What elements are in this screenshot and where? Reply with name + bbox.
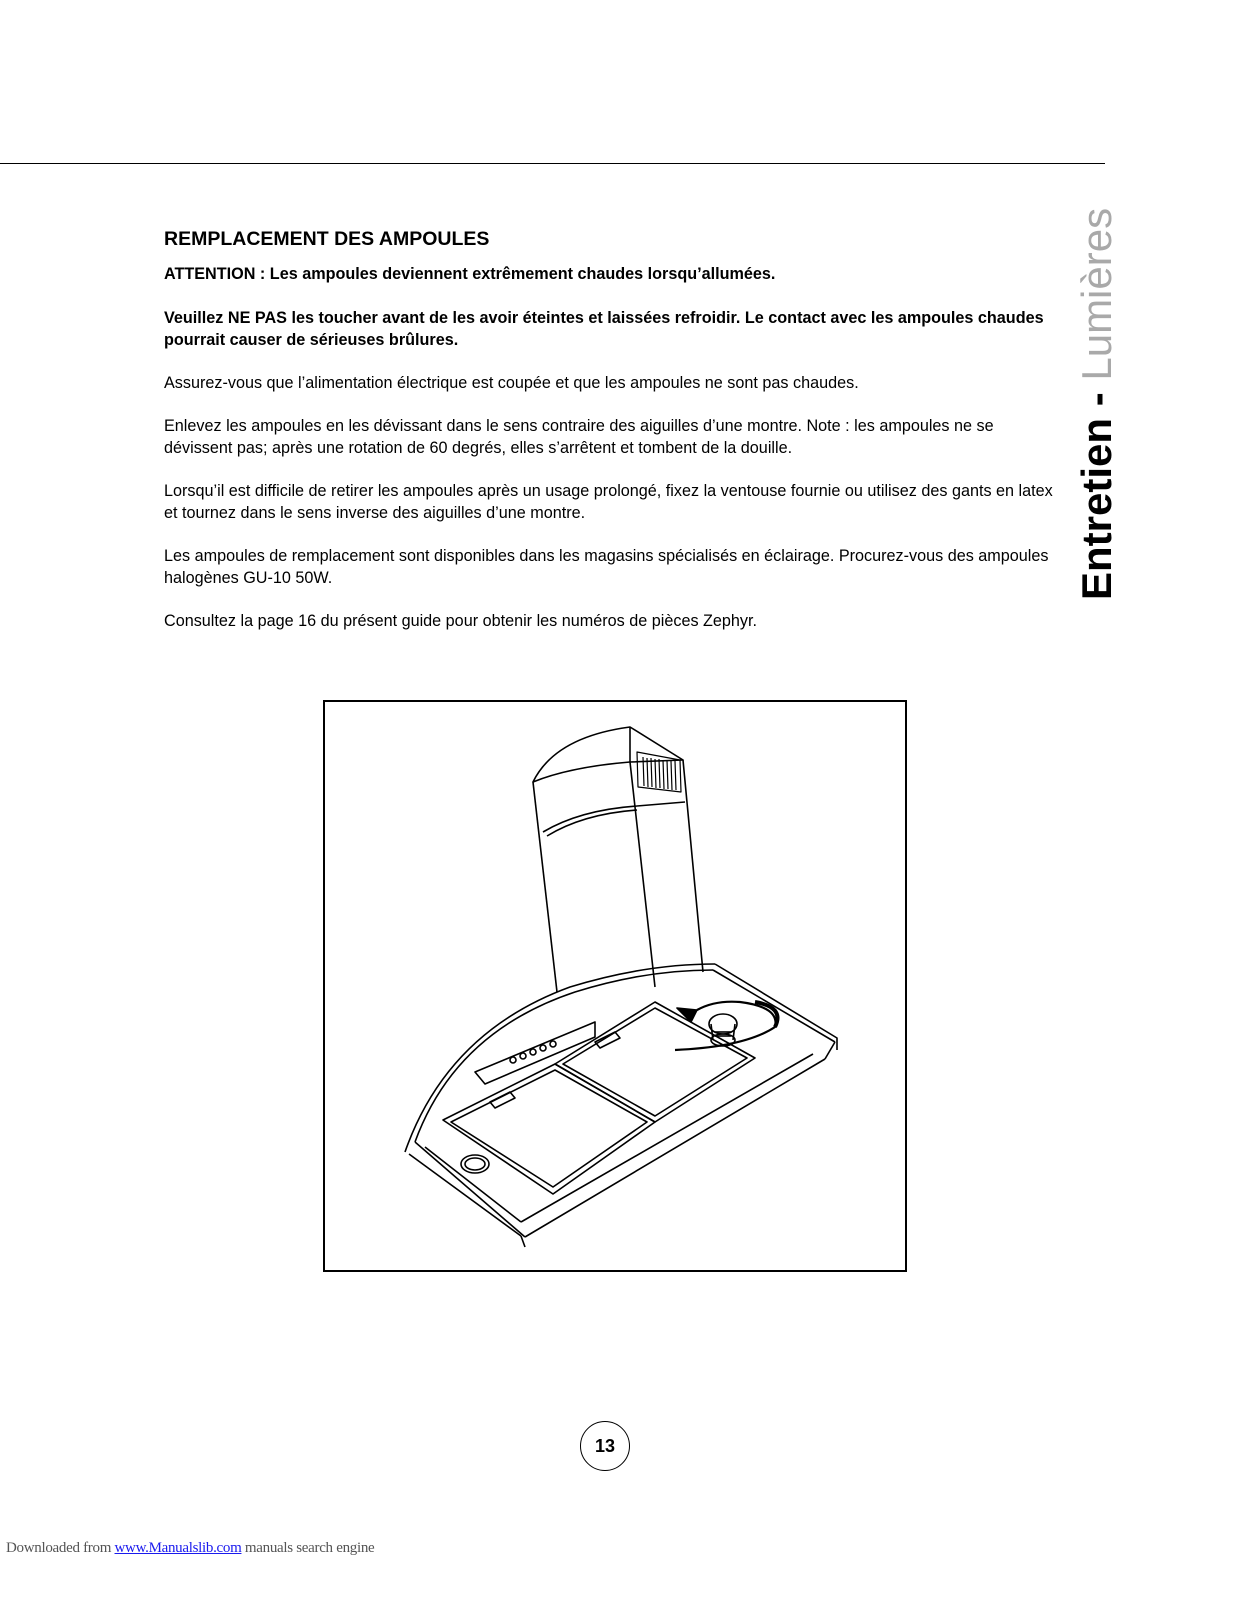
- chimney-icon: [533, 727, 703, 992]
- page-number: 13: [580, 1421, 630, 1471]
- section-tab: [1072, 200, 1122, 600]
- footer-suffix: manuals search engine: [241, 1540, 375, 1556]
- footer: [6, 1540, 374, 1557]
- section-tab-sub: Lumières: [1073, 207, 1120, 381]
- instruction-unscrew: Enlevez les ampoules en les dévissant dans le sens contraire des aiguilles d’une montre. Note : les ampoules ne se dévissent pas; après une rotation de 60 degrés, elles s’arrêtent et tombent de la douille.: [164, 417, 994, 457]
- canopy-glass-icon: [405, 964, 837, 1152]
- instruction-power-off: Assurez-vous que l’alimentation électrique est coupée et que les ampoules ne sont pas chaudes.: [164, 374, 859, 392]
- control-panel-icon: [510, 1041, 556, 1063]
- header-rule: [0, 163, 1105, 164]
- warning-paragraph: ATTENTION : Les ampoules deviennent extrêmement chaudes lorsqu’allumées.: [164, 265, 776, 283]
- main-content: [164, 226, 1059, 653]
- halogen-bulb-icon: [709, 1014, 737, 1046]
- instruction-suction-cup: Lorsqu’il est difficile de retirer les ampoules après un usage prolongé, fixez la ventouse fournie ou utilisez des gants en latex et tournez dans le sens inverse des aiguilles d’une montre.: [164, 482, 1053, 522]
- footer-prefix: Downloaded from: [6, 1540, 115, 1556]
- section-tab-main: Entretien -: [1073, 380, 1120, 600]
- section-title: REMPLACEMENT DES AMPOULES: [164, 228, 490, 250]
- instruction-replacement: Les ampoules de remplacement sont disponibles dans les magasins spécialisés en éclairage. Procurez-vous des ampoules halogènes GU-10 50W.: [164, 547, 1049, 587]
- footer-link[interactable]: www.Manualslib.com: [114, 1540, 242, 1556]
- range-hood-illustration: [323, 700, 907, 1272]
- instruction-parts-reference: Consultez la page 16 du présent guide pour obtenir les numéros de pièces Zephyr.: [164, 612, 758, 630]
- grease-filter-left-icon: [443, 1064, 655, 1194]
- range-hood-drawing: [325, 702, 905, 1270]
- warning-detail-paragraph: Veuillez NE PAS les toucher avant de les avoir éteintes et laissées refroidir. Le contact avec les ampoules chaudes pourrait causer de sérieuses brûlures.: [164, 309, 1044, 349]
